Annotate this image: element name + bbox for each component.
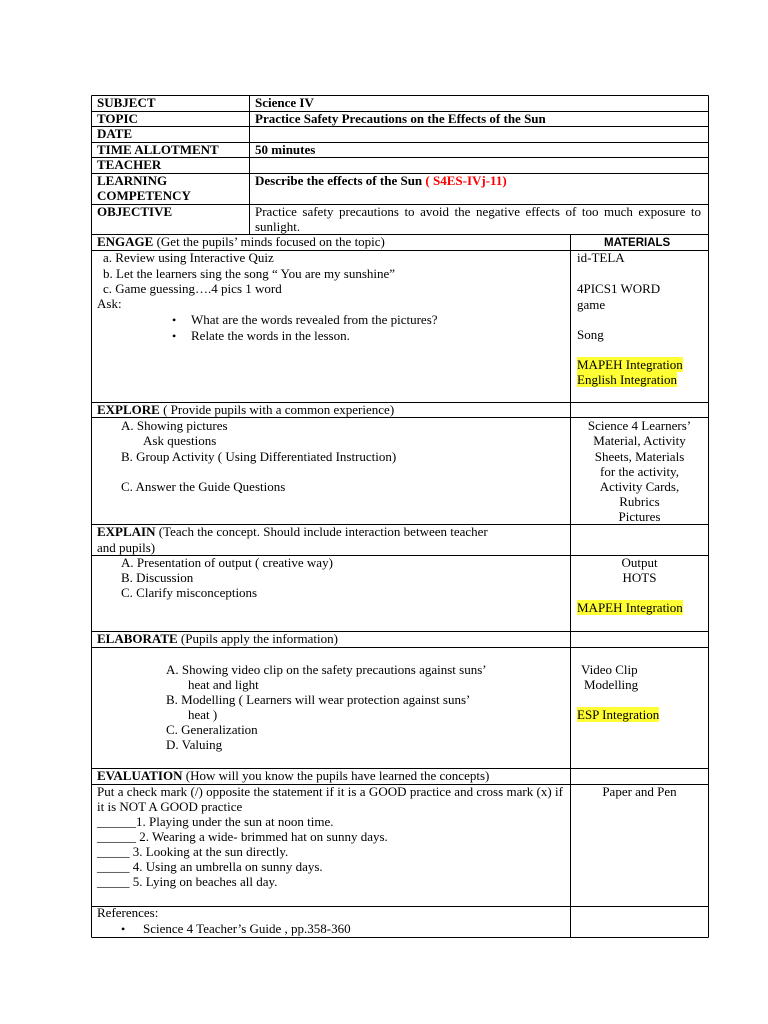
explain-integration [577,600,683,615]
engage-material-4: Song [577,327,604,342]
engage-material-3: game [577,297,606,312]
explore-material-1: Science 4 Learners’ [587,418,692,433]
topic-value: Practice Safety Precautions on the Effects of the Sun [255,111,546,126]
elaborate-item-a: A. Showing video clip on the safety precautions against suns’ [166,662,487,677]
subject-label: SUBJECT [97,95,156,110]
date-label: DATE [97,126,133,141]
competency-text: Describe the effects of the Sun [255,173,426,188]
evaluation-material: Paper and Pen [602,784,677,799]
engage-item-c: c. Game guessing….4 pics 1 word [103,281,282,296]
learning-competency-value [255,173,507,188]
explore-item-b: B. Group Activity ( Using Differentiated Instruction) [121,449,397,464]
explore-heading [97,402,394,417]
objective-label: OBJECTIVE [97,204,173,219]
explore-material-7: Pictures [618,509,661,524]
objective-value: Practice safety precautions to avoid the negative effects of too much exposure to sunlight. [255,204,701,234]
bullet-icon: • [172,329,177,343]
explore-item-c: C. Answer the Guide Questions [121,479,286,494]
evaluation-description: (How will you know the pupils have learned the concepts) [182,768,490,783]
engage-heading [97,234,385,249]
explain-title: EXPLAIN [97,524,156,539]
elaborate-material-1: Video Clip [581,662,638,677]
time-allotment-label: TIME ALLOTMENT [97,142,219,157]
competency-code: ( S4ES-IVj-11) [425,173,507,188]
engage-item-a: a. Review using Interactive Quiz [103,250,274,265]
engage-title: ENGAGE [97,234,154,249]
engage-integration-mapeh [577,357,683,372]
elaborate-material-2: Modelling [584,677,639,692]
english-integration-highlight: English Integration [577,372,678,387]
evaluation-item-1: ______1. Playing under the sun at noon time. [97,814,334,829]
explore-material-3: Sheets, Materials [594,449,685,464]
bullet-icon: • [172,313,177,327]
mapeh-integration-highlight: MAPEH Integration [577,600,683,615]
explore-item-a-sub: Ask questions [143,433,217,448]
elaborate-description: (Pupils apply the information) [177,631,338,646]
explain-description-line2: and pupils) [97,540,156,555]
explain-item-b: B. Discussion [121,570,194,585]
bullet-icon: • [121,922,126,936]
explore-item-a: A. Showing pictures [121,418,228,433]
teacher-label: TEACHER [97,157,162,172]
explore-material-6: Rubrics [619,494,660,509]
explain-heading [97,524,488,539]
topic-label: TOPIC [97,111,138,126]
explore-material-2: Material, Activity [593,433,686,448]
elaborate-item-b-cont: heat ) [188,707,218,722]
engage-description: (Get the pupils’ minds focused on the topic) [153,234,385,249]
elaborate-title: ELABORATE [97,631,178,646]
elaborate-item-a-cont: heat and light [188,677,259,692]
explain-material-2: HOTS [622,570,657,585]
explain-material-1: Output [621,555,658,570]
engage-material-2: 4PICS1 WORD [577,281,661,296]
engage-material-1: id-TELA [577,250,625,265]
evaluation-title: EVALUATION [97,768,183,783]
explain-item-c: C. Clarify misconceptions [121,585,258,600]
subject-value: Science IV [255,95,314,110]
references-heading: References: [97,905,159,920]
time-allotment-value: 50 minutes [255,142,316,157]
engage-integration-english [577,372,677,387]
explain-item-a: A. Presentation of output ( creative way) [121,555,333,570]
elaborate-integration [577,707,659,722]
learning-competency-label-line1: LEARNING [97,173,168,188]
engage-item-b: b. Let the learners sing the song “ You are my sunshine” [103,266,396,281]
mapeh-integration-highlight: MAPEH Integration [577,357,683,372]
explore-material-5: Activity Cards, [599,479,680,494]
engage-ask-label: Ask: [97,296,122,311]
evaluation-item-3: _____ 3. Looking at the sun directly. [97,844,289,859]
evaluation-item-5: _____ 5. Lying on beaches all day. [97,874,278,889]
evaluation-instruction: Put a check mark (/) opposite the statement if it is a GOOD practice and cross mark (x) if it is NOT A GOOD practice [97,784,563,814]
learning-competency-label-line2: COMPETENCY [97,188,191,203]
materials-heading: MATERIALS [604,237,671,249]
explore-description: ( Provide pupils with a common experience) [159,402,395,417]
elaborate-heading [97,631,338,646]
reference-item-1: Science 4 Teacher’s Guide , pp.358-360 [143,921,351,936]
engage-bullet-2: Relate the words in the lesson. [191,328,350,343]
elaborate-item-b: B. Modelling ( Learners will wear protection against suns’ [166,692,471,707]
explain-description: (Teach the concept. Should include interaction between teacher [155,524,488,539]
elaborate-item-d: D. Valuing [166,737,223,752]
explore-material-4: for the activity, [600,464,679,479]
engage-bullet-1: What are the words revealed from the pictures? [191,312,438,327]
explore-title: EXPLORE [97,402,160,417]
evaluation-heading [97,768,489,783]
evaluation-item-2: ______ 2. Wearing a wide- brimmed hat on sunny days. [97,829,388,844]
evaluation-item-4: _____ 4. Using an umbrella on sunny days. [97,859,323,874]
elaborate-item-c: C. Generalization [166,722,258,737]
esp-integration-highlight: ESP Integration [577,707,660,722]
